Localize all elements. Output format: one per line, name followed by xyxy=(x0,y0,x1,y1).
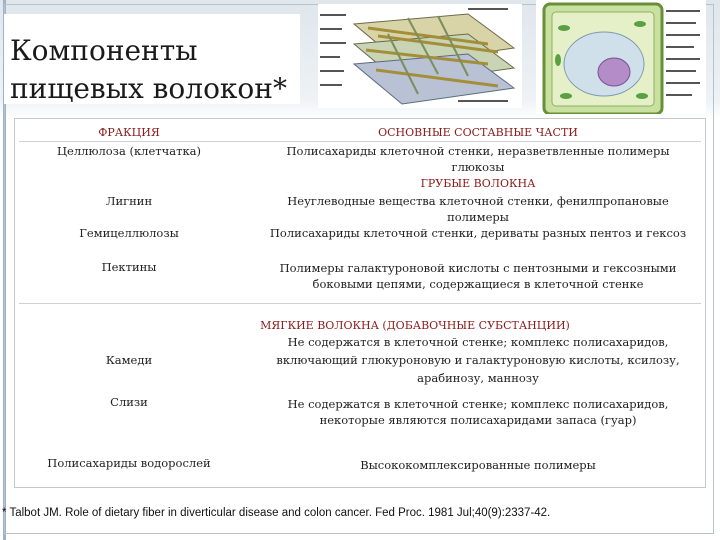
components-lignin-line-1: Неуглеводные вещества клеточной стенки, фенилпропановые xyxy=(287,194,669,208)
title-box xyxy=(4,14,300,104)
slide-title-line-2: пищевых волокон* xyxy=(10,72,287,105)
fraction-pectins: Пектины xyxy=(101,260,157,274)
components-pectins-line-2: боковыми цепями, содержащиеся в клеточной стенке xyxy=(312,277,644,291)
components-algae-polysaccharides: Высококомплексированные полимеры xyxy=(360,458,596,472)
components-cellulose-line-1: Полисахариды клеточной стенки, неразветвленные полимеры xyxy=(286,144,670,158)
cell-wall-illustration xyxy=(318,4,522,108)
fraction-hemicellulose: Гемицеллюлозы xyxy=(79,226,179,240)
components-lignin-line-2: полимеры xyxy=(447,210,509,224)
components-cellulose-line-2: глюкозы xyxy=(451,160,505,174)
fraction-algae-polysaccharides: Полисахариды водорослей xyxy=(47,456,211,470)
section-separator xyxy=(19,303,701,304)
components-gums-line-3: арабинозу, маннозу xyxy=(417,371,539,385)
soft-fibers-header: МЯГКИЕ ВОЛОКНА (ДОБАВОЧНЫЕ СУБСТАНЦИИ) xyxy=(260,319,570,332)
header-separator xyxy=(19,141,701,142)
plant-cell-drawing xyxy=(536,0,706,114)
header-components: ОСНОВНЫЕ СОСТАВНЫЕ ЧАСТИ xyxy=(378,126,578,139)
components-gums-line-2: включающий глюкуроновую и галактуроновую кислоты, ксилозу, xyxy=(276,353,680,367)
fraction-lignin: Лигнин xyxy=(105,194,153,208)
slide-title-line-1: Компоненты xyxy=(10,34,198,67)
fraction-mucilages: Слизи xyxy=(110,395,148,409)
components-mucilages-line-2: некоторые являются полисахаридами запаса (гуар) xyxy=(319,413,637,427)
coarse-fibers-header: ГРУБЫЕ ВОЛОКНА xyxy=(420,177,536,190)
fraction-cellulose: Целлюлоза (клетчатка) xyxy=(57,144,201,158)
components-hemicellulose: Полисахариды клеточной стенки, дериваты разных пентоз и гексоз xyxy=(269,226,687,240)
cell-wall-drawing xyxy=(318,4,522,108)
fiber-components-table xyxy=(14,118,706,488)
components-gums-line-1: Не содержатся в клеточной стенке; комплекс полисахаридов, xyxy=(287,335,669,349)
plant-cell-illustration xyxy=(536,0,706,114)
components-mucilages-line-1: Не содержатся в клеточной стенке; комплекс полисахаридов, xyxy=(287,397,669,411)
header-fraction: ФРАКЦИЯ xyxy=(98,126,160,139)
footnote-reference: * Talbot JM. Role of dietary fiber in diverticular disease and colon cancer. Fed Proc. 1981 Jul;40(9):2337-42. xyxy=(2,507,551,519)
components-pectins-line-1: Полимеры галактуроновой кислоты с пентозными и гексозными xyxy=(279,261,677,275)
fraction-gums: Камеди xyxy=(105,353,153,367)
